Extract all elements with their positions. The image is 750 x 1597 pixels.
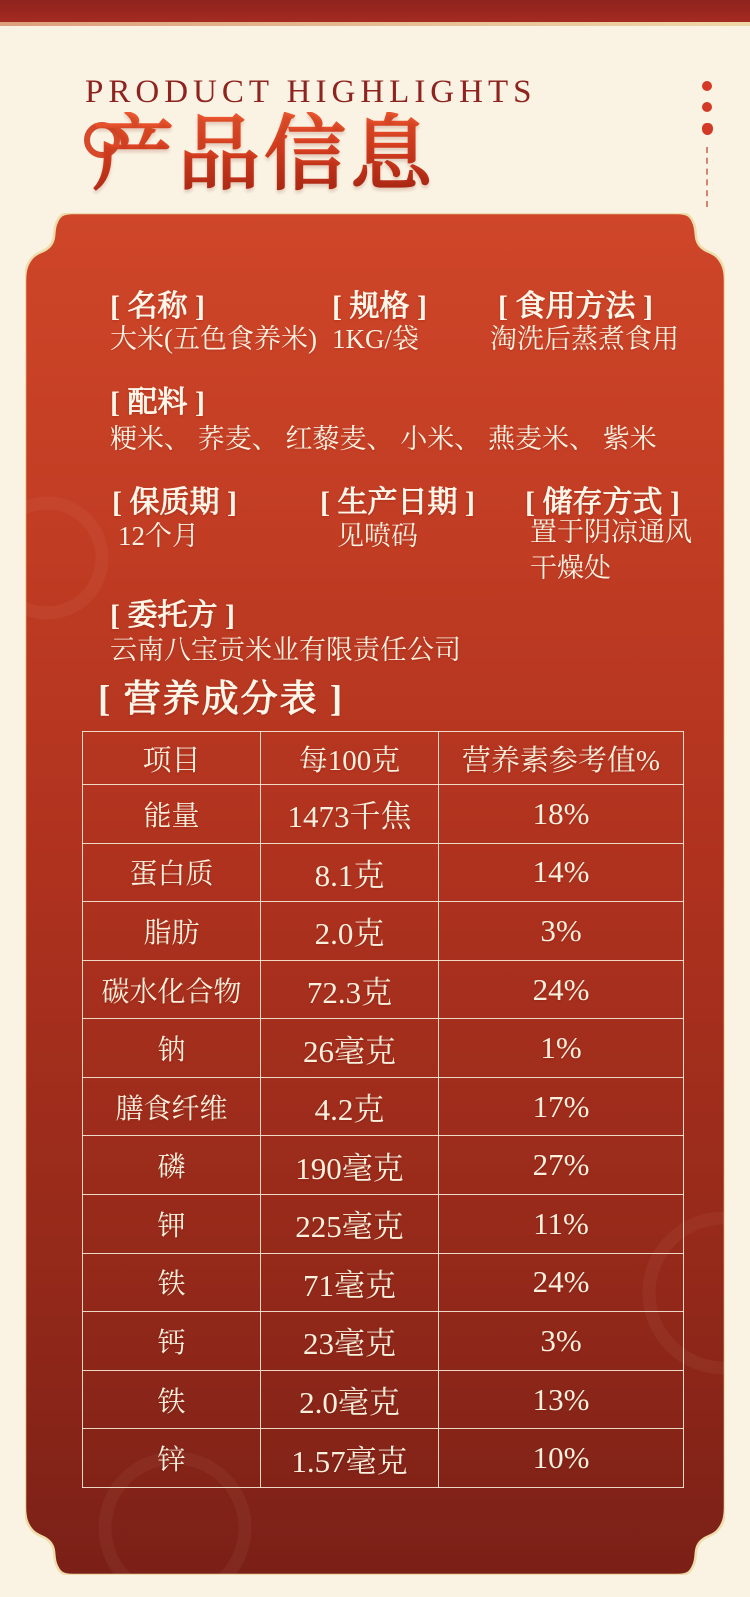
field-value-ingredients: 粳米、 荞麦、 红藜麦、 小米、 燕麦米、 紫米 [110, 424, 657, 454]
field-label-shelf-life: [ 保质期 ] [112, 486, 237, 519]
table-cell: 13% [439, 1370, 684, 1429]
column-header-nrv: 营养素参考值% [439, 732, 684, 785]
table-cell: 碳水化合物 [83, 960, 261, 1019]
nutrition-section-label: [ 营养成分表 ] [98, 679, 345, 720]
decor-dot-icon [702, 102, 712, 112]
eyebrow-title: PRODUCT HIGHLIGHTS [85, 74, 537, 110]
table-cell: 1.57毫克 [261, 1429, 439, 1488]
table-header-row [83, 732, 684, 785]
field-label-ingredients: [ 配料 ] [110, 386, 205, 419]
table-cell: 4.2克 [261, 1077, 439, 1136]
table-row [83, 1019, 684, 1078]
table-cell: 11% [439, 1195, 684, 1254]
table-cell: 23毫克 [261, 1312, 439, 1371]
table-cell: 71毫克 [261, 1253, 439, 1312]
decor-dot-icon [702, 81, 712, 91]
table-row [83, 1370, 684, 1429]
field-label-consignor: [ 委托方 ] [110, 599, 235, 632]
field-label-usage: [ 食用方法 ] [498, 290, 653, 323]
table-cell: 72.3克 [261, 960, 439, 1019]
table-cell: 1473千焦 [261, 785, 439, 844]
top-red-band [0, 0, 750, 22]
table-cell: 17% [439, 1077, 684, 1136]
table-row [83, 902, 684, 961]
field-label-production-date: [ 生产日期 ] [320, 486, 475, 519]
table-cell: 2.0毫克 [261, 1370, 439, 1429]
table-row [83, 1429, 684, 1488]
table-cell: 钾 [83, 1195, 261, 1254]
table-row [83, 1253, 684, 1312]
table-cell: 脂肪 [83, 902, 261, 961]
table-cell: 10% [439, 1429, 684, 1488]
table-cell: 24% [439, 1253, 684, 1312]
table-cell: 铁 [83, 1370, 261, 1429]
table-row [83, 1195, 684, 1254]
field-value-storage: 置于阴凉通风干燥处 [530, 517, 692, 584]
field-value-name: 大米(五色食养米) [110, 324, 317, 354]
table-cell: 铁 [83, 1253, 261, 1312]
table-row [83, 1312, 684, 1371]
field-value-spec: 1KG/袋 [332, 324, 419, 354]
decor-dot-icon [702, 123, 713, 135]
table-cell: 蛋白质 [83, 843, 261, 902]
nutrition-table [82, 731, 684, 1488]
table-row [83, 785, 684, 844]
table-cell: 能量 [83, 785, 261, 844]
table-cell: 2.0克 [261, 902, 439, 961]
table-cell: 225毫克 [261, 1195, 439, 1254]
field-label-spec: [ 规格 ] [332, 290, 427, 323]
table-cell: 磷 [83, 1136, 261, 1195]
table-cell: 膳食纤维 [83, 1077, 261, 1136]
table-cell: 锌 [83, 1429, 261, 1488]
top-accent-line [0, 22, 750, 26]
nutrition-table-body [83, 785, 684, 1488]
table-cell: 24% [439, 960, 684, 1019]
table-cell: 27% [439, 1136, 684, 1195]
decor-dashed-line [706, 147, 708, 207]
table-cell: 190毫克 [261, 1136, 439, 1195]
table-cell: 钙 [83, 1312, 261, 1371]
table-cell: 3% [439, 902, 684, 961]
table-cell: 14% [439, 843, 684, 902]
table-row [83, 1077, 684, 1136]
field-value-production-date: 见喷码 [337, 521, 418, 551]
table-row [83, 1136, 684, 1195]
table-cell: 3% [439, 1312, 684, 1371]
field-value-shelf-life: 12个月 [118, 521, 199, 551]
field-value-consignor: 云南八宝贡米业有限责任公司 [110, 635, 461, 665]
table-cell: 钠 [83, 1019, 261, 1078]
table-row [83, 960, 684, 1019]
table-cell: 1% [439, 1019, 684, 1078]
product-info-card [25, 213, 725, 1575]
column-header-item: 项目 [83, 732, 261, 785]
field-value-usage: 淘洗后蒸煮食用 [490, 324, 679, 354]
column-header-per100g: 每100克 [261, 732, 439, 785]
table-cell: 26毫克 [261, 1019, 439, 1078]
table-cell: 18% [439, 785, 684, 844]
table-cell: 8.1克 [261, 843, 439, 902]
field-label-name: [ 名称 ] [110, 290, 205, 323]
page-title: 产品信息 [92, 109, 437, 200]
table-row [83, 843, 684, 902]
field-label-storage: [ 储存方式 ] [525, 486, 680, 519]
card-content [25, 213, 725, 1575]
